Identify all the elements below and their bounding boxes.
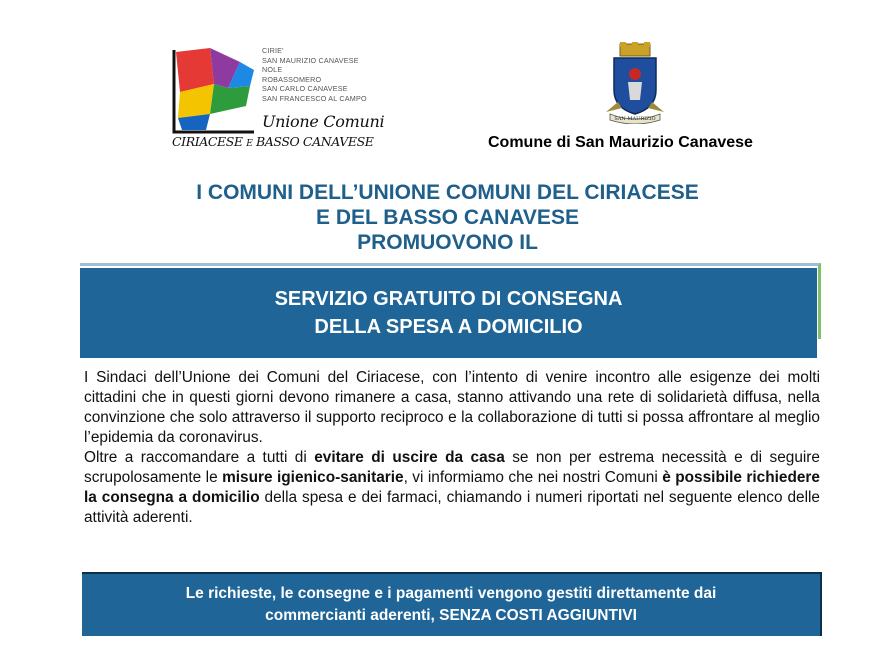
- body-paragraph-1: I Sindaci dell’Unione dei Comuni del Ciriacese, con l’intento di venire incontro alle esigenze dei molti cittadini che in questi giorni devono rimanere a casa, stanno attivando una rete di solidarietà diffusa, nella convinzione che solo attraverso il supporto reciproco e la collaborazione di tutti si possa affrontare al meglio l’epidemia da coronavirus.: [84, 369, 820, 446]
- union-town: SAN CARLO CANAVESE: [262, 84, 348, 93]
- union-town: ROBASSOMERO: [262, 74, 322, 84]
- body-emphasis: misure igienico-sanitarie: [222, 469, 404, 486]
- comune-name: Comune di San Maurizio Canavese: [488, 134, 753, 151]
- body-emphasis: evitare di uscire da casa: [314, 449, 505, 466]
- banner-line-1: SERVIZIO GRATUITO DI CONSEGNA: [274, 288, 623, 310]
- union-subtitle: CIRIACESE e BASSO CANAVESE: [172, 134, 374, 149]
- coat-of-arms-icon: [600, 42, 670, 124]
- heading-line-2: E DEL BASSO CANAVESE: [316, 206, 579, 229]
- footer-banner: [82, 572, 822, 636]
- union-town: NOLE: [262, 65, 283, 74]
- footer-line-1: Le richieste, le consegne e i pagamenti vengono gestiti direttamente dai: [185, 585, 717, 602]
- union-town: CIRIE': [262, 46, 284, 55]
- body-text-run: se non per estrema necessità e di seguire scrupolosamente le: [84, 449, 820, 486]
- footer-line-2: commercianti aderenti, SENZA COSTI AGGIUNTIVI: [265, 607, 637, 624]
- comune-crest: [600, 42, 670, 124]
- union-town: SAN FRANCESCO AL CAMPO: [262, 93, 367, 103]
- union-title: Unione Comuni: [262, 112, 385, 131]
- body-text: [84, 368, 820, 528]
- heading-line-1: I COMUNI DELL’UNIONE COMUNI DEL CIRIACESE: [196, 181, 699, 204]
- union-map-icon: [170, 44, 260, 134]
- body-emphasis: è possibile richiedere la consegna a domicilio: [84, 469, 820, 506]
- service-banner: [80, 268, 817, 358]
- union-logo: [170, 44, 385, 156]
- banner-line-2: DELLA SPESA A DOMICILIO: [314, 316, 583, 338]
- union-towns-list: [262, 46, 367, 103]
- body-text-run: Oltre a raccomandare a tutti di: [84, 449, 315, 466]
- body-text-run: della spesa e dei farmaci, chiamando i numeri riportati nel seguente elenco delle attività aderenti.: [84, 489, 820, 526]
- body-paragraph-2: [84, 448, 820, 528]
- heading-line-3: PROMUOVONO IL: [357, 231, 538, 254]
- main-heading: [60, 180, 835, 255]
- body-text-run: , vi informiamo che nei nostri Comuni: [403, 469, 663, 486]
- crest-ribbon-text: SAN MAURIZIO: [614, 116, 656, 122]
- union-town: SAN MAURIZIO CANAVESE: [262, 55, 359, 65]
